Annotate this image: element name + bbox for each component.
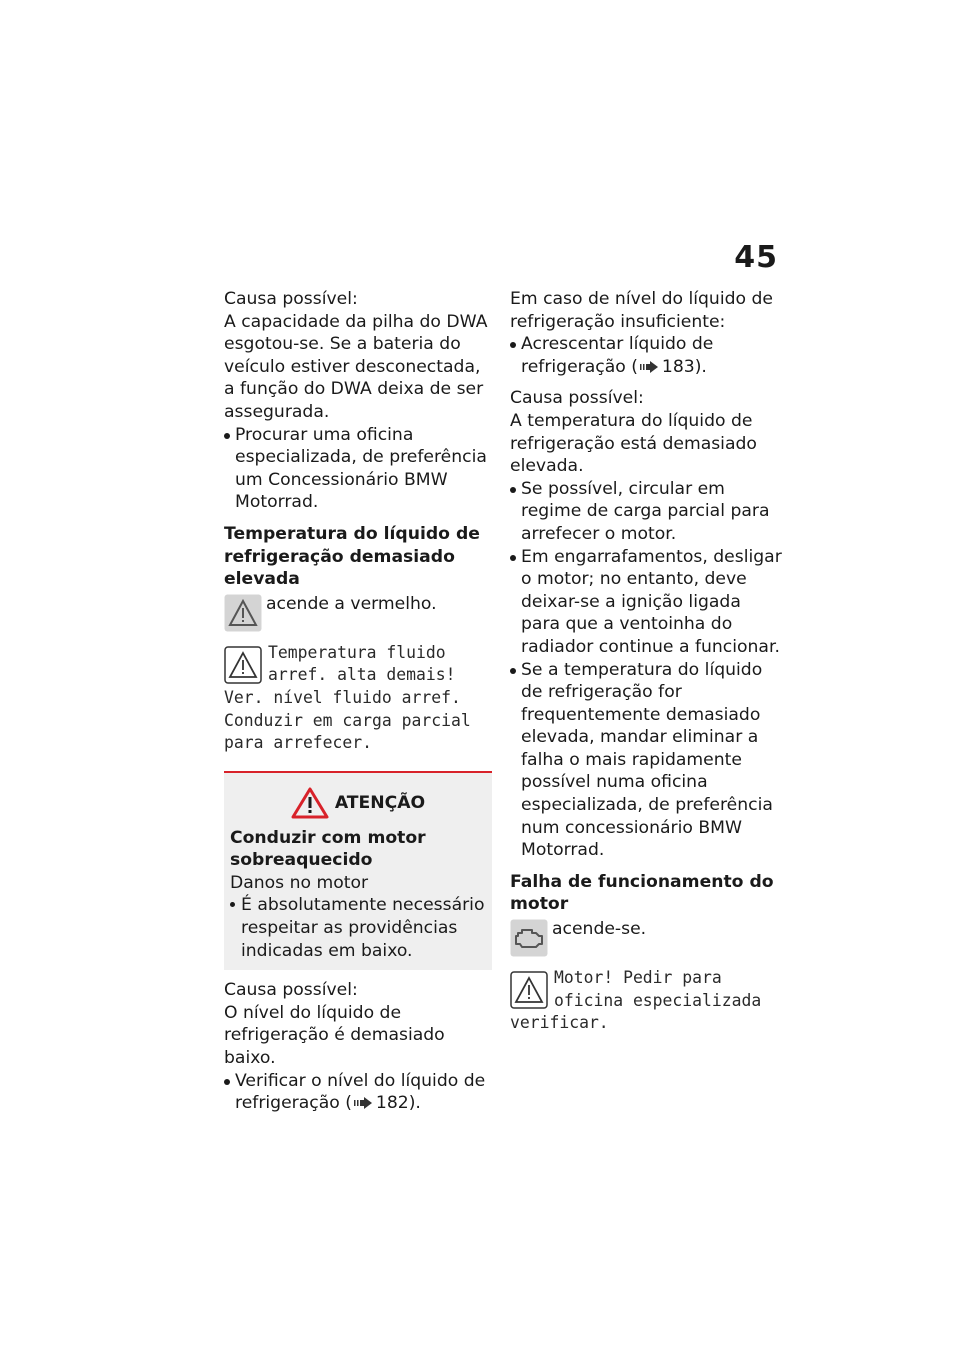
page-reference[interactable]: 182	[375, 1093, 409, 1114]
cause-text: A capacidade da pilha do DWA esgotou-se. Se a bateria do veículo estiver desconectada, a função do DWA deixa de ser assegurada.	[224, 311, 488, 422]
warning-icon	[291, 787, 329, 819]
page-reference-arrow-icon	[354, 1097, 374, 1109]
display-message-text: Temperatura fluido arref. alta demais! Ver. nível fluido arref. Conduzir em carga parcial para arrefecer.	[224, 642, 471, 753]
indicator-text: acende-se.	[552, 919, 647, 940]
warning-triangle-icon	[510, 971, 548, 1009]
list-item	[224, 1070, 492, 1115]
action-list	[510, 333, 782, 378]
warning-box	[224, 771, 492, 971]
page-number: 45	[734, 240, 778, 275]
action-list	[510, 478, 782, 862]
cause-text: A temperatura do líquido de refrigeração está demasiado elevada.	[510, 410, 757, 477]
cause-label: Causa possível:	[224, 289, 358, 309]
warning-subtext: Danos no motor	[230, 872, 369, 893]
warning-triangle-icon	[224, 646, 262, 684]
page-reference[interactable]: 183	[661, 356, 695, 377]
left-column	[224, 288, 492, 1115]
warning-title-text: ATENÇÃO	[334, 792, 426, 813]
engine-icon	[510, 919, 548, 957]
condition-text: Em caso de nível do líquido de refrigeração insuficiente:	[510, 289, 773, 332]
action-list	[224, 424, 492, 514]
list-item: É absolutamente necessário respeitar as providências indicadas em baixo.	[230, 894, 486, 962]
list-item-end: ).	[408, 1093, 421, 1114]
indicator-text: acende a vermelho.	[266, 593, 437, 614]
display-message	[224, 642, 492, 755]
cause-text: O nível do líquido de refrigeração é demasiado baixo.	[224, 1002, 445, 1069]
warning-heading: Conduzir com motor sobreaquecido	[230, 827, 426, 871]
warning-title	[230, 787, 486, 819]
list-item: Procurar uma oficina especializada, de preferência um Concessionário BMW Motorrad.	[224, 424, 492, 514]
display-message-text: Motor! Pedir para oficina especializada verificar.	[510, 968, 762, 1033]
section-heading: Temperatura do líquido de refrigeração demasiado elevada	[224, 523, 480, 590]
list-item-end: ).	[694, 356, 707, 377]
list-item: Se a temperatura do líquido de refrigeração for frequentemente demasiado elevada, mandar eliminar a falha o mais rapidamente possível numa oficina especializada, de preferência num concessionário BMW Motorrad.	[510, 659, 782, 862]
page-reference-arrow-icon	[640, 361, 660, 373]
list-item	[510, 333, 782, 378]
section-heading: Falha de funcionamento do motor	[510, 871, 774, 915]
action-list	[224, 1070, 492, 1115]
right-column	[510, 288, 782, 1035]
list-item-text: Verificar o nível do líquido de refrigeração (	[235, 1070, 486, 1114]
indicator-row	[224, 593, 492, 632]
cause-label: Causa possível:	[510, 388, 644, 409]
indicator-row	[510, 918, 782, 957]
display-message	[510, 967, 782, 1035]
cause-label: Causa possível:	[224, 980, 358, 1001]
warning-triangle-icon	[224, 594, 262, 632]
warning-list	[230, 894, 486, 962]
list-item-text: Acrescentar líquido de refrigeração (	[521, 334, 714, 377]
list-item: Em engarrafamentos, desligar o motor; no entanto, deve deixar-se a ignição ligada para que a ventoinha do radiador continue a funcionar.	[510, 546, 782, 659]
list-item: Se possível, circular em regime de carga parcial para arrefecer o motor.	[510, 478, 782, 546]
